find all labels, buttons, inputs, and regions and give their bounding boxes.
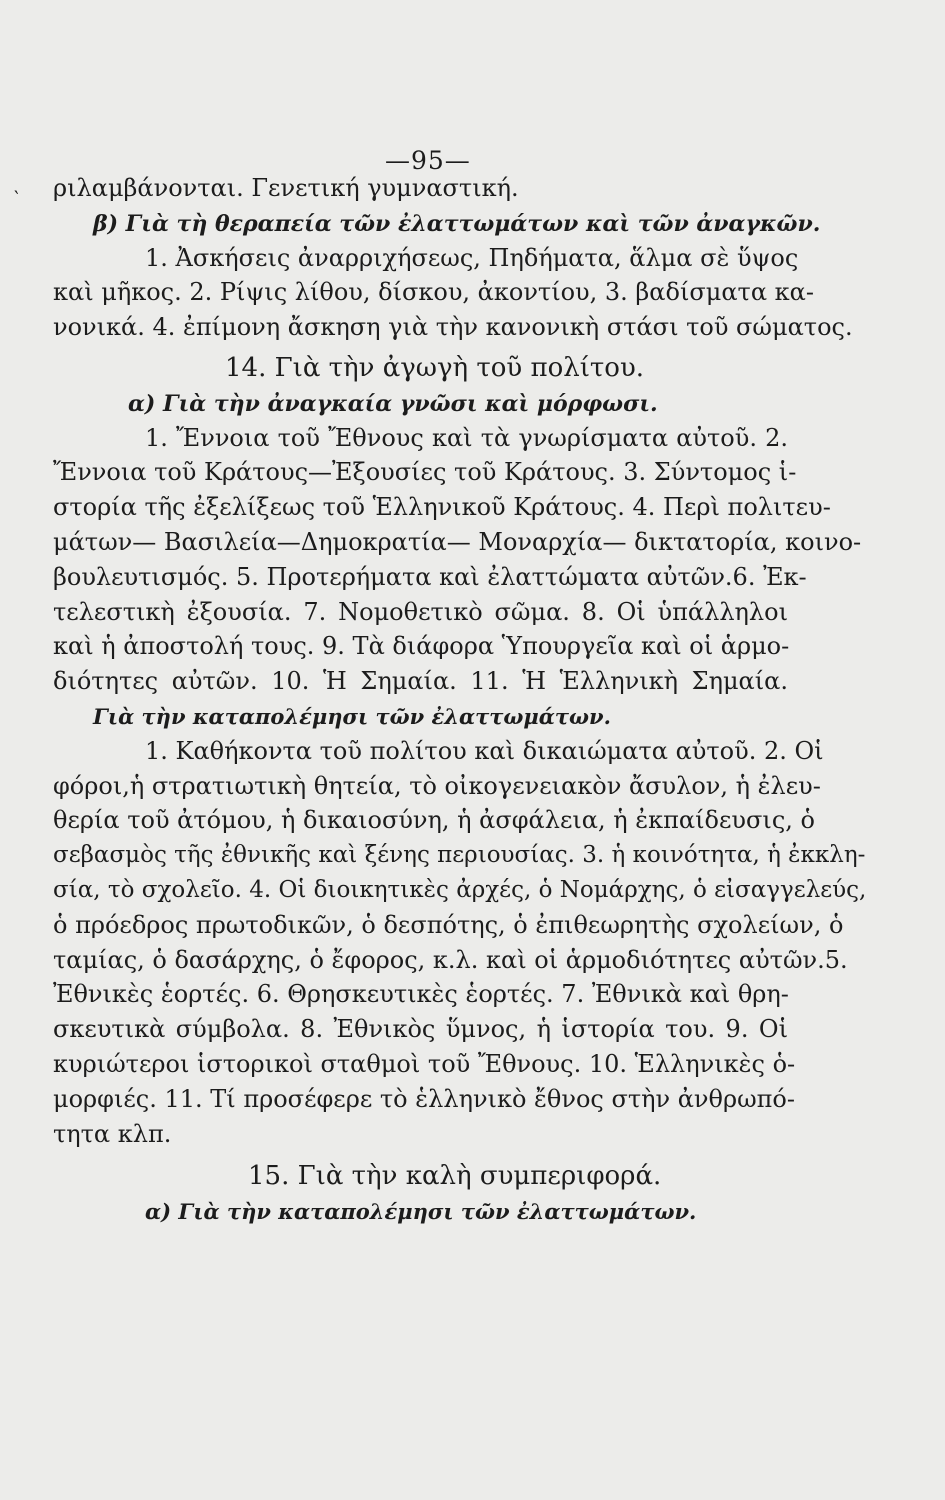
text-line: φόροι,ἡ στρατιωτικὴ θητεία, τὸ οἰκογενειακὸν ἄσυλον, ἡ ἐλευ- xyxy=(53,771,821,800)
text-line: σεβασμὸς τῆς ἐθνικῆς καὶ ξένης περιουσίας. 3. ἡ κοινότητα, ἡ ἐκκλη- xyxy=(53,842,866,869)
text-line: Ἔννοια τοῦ Κράτους—Ἐξουσίες τοῦ Κράτους. 3. Σύντομος ἱ- xyxy=(53,458,797,487)
text-line: τελεστικὴ ἐξουσία. 7. Νομοθετικὸ σῶμα. 8. Οἱ ὑπάλληλοι xyxy=(53,597,788,626)
text-line: καὶ μῆκος. 2. Ρίψις λίθου, δίσκου, ἀκοντίου, 3. βαδίσματα κα- xyxy=(53,278,814,307)
text-line: 1. Ἔννοια τοῦ Ἔθνους καὶ τὰ γνωρίσματα αὐτοῦ. 2. xyxy=(145,423,788,452)
body-text xyxy=(53,171,867,1229)
page-number: —95— xyxy=(385,146,471,175)
text-line: 1. Ἀσκήσεις ἀναρριχήσεως, Πηδήματα, ἅλμα σὲ ὕψος xyxy=(145,243,799,272)
text-line: Ἐθνικὲς ἑορτές. 6. Θρησκευτικὲς ἑορτές. 7. Ἐθνικὰ καὶ θρη- xyxy=(53,980,789,1009)
section-heading: 15. Γιὰ τὴν καλὴ συμπεριφορά. xyxy=(248,1161,662,1192)
text-line: στορία τῆς ἐξελίξεως τοῦ Ἑλληνικοῦ Κράτους. 4. Περὶ πολιτευ- xyxy=(53,493,831,522)
text-line: ριλαμβάνονται. Γενετική γυμναστική. xyxy=(53,174,519,202)
text-line: βουλευτισμός. 5. Προτερήματα καὶ ἐλαττώματα αὐτῶν.6. Ἐκ- xyxy=(53,562,807,591)
text-line: ταμίας, ὁ δασάρχης, ὁ ἔφορος, κ.λ. καὶ οἱ ἁρμοδιότητες αὐτῶν.5. xyxy=(53,945,848,974)
section-subheading: α) Γιὰ τὴν ἀναγκαία γνῶσι καὶ μόρφωσι. xyxy=(128,390,658,417)
section-subheading: β) Γιὰ τὴ θεραπεία τῶν ἐλαττωμάτων καὶ τῶν ἀναγκῶν. xyxy=(93,210,821,237)
margin-mark: ‵ xyxy=(14,186,19,210)
text-line: νονικά. 4. ἐπίμονη ἄσκηση γιὰ τὴν κανονικὴ στάσι τοῦ σώματος. xyxy=(53,313,853,342)
text-line: σκευτικὰ σύμβολα. 8. Ἐθνικὸς ὕμνος, ἡ ἱστορία του. 9. Οἱ xyxy=(53,1015,788,1044)
text-line: μάτων— Βασιλεία—Δημοκρατία— Μοναρχία— δικτατορία, κοινο- xyxy=(53,527,862,556)
section-subheading: Γιὰ τὴν καταπολέμησι τῶν ἐλαττωμάτων. xyxy=(93,703,611,729)
text-line: καὶ ἡ ἀποστολή τους. 9. Τὰ διάφορα Ὑπουργεῖα καὶ οἱ ἁρμο- xyxy=(53,632,790,661)
section-heading: 14. Γιὰ τὴν ἀγωγὴ τοῦ πολίτου. xyxy=(225,352,645,383)
text-line: ὁ πρόεδρος πρωτοδικῶν, ὁ δεσπότης, ὁ ἐπιθεωρητὴς σχολείων, ὁ xyxy=(53,910,844,939)
text-line: τητα κλπ. xyxy=(53,1119,172,1148)
text-line: μορφιές. 11. Τί προσέφερε τὸ ἑλληνικὸ ἔθνος στὴν ἀνθρωπό- xyxy=(53,1084,795,1113)
text-line: κυριώτεροι ἱστορικοὶ σταθμοὶ τοῦ Ἔθνους. 10. Ἑλληνικὲς ὁ- xyxy=(53,1049,796,1078)
section-subheading: α) Γιὰ τὴν καταπολέμησι τῶν ἐλαττωμάτων. xyxy=(145,1199,697,1225)
text-line: διότητες αὐτῶν. 10. Ἡ Σημαία. 11. Ἡ Ἑλληνικὴ Σημαία. xyxy=(53,667,788,696)
text-line: θερία τοῦ ἀτόμου, ἡ δικαιοσύνη, ἡ ἀσφάλεια, ἡ ἐκπαίδευσις, ὁ xyxy=(53,806,815,835)
text-line: σία, τὸ σχολεῖο. 4. Οἱ διοικητικὲς ἀρχές, ὁ Νομάρχης, ὁ εἰσαγγελεύς, xyxy=(53,876,867,903)
text-line: 1. Καθήκοντα τοῦ πολίτου καὶ δικαιώματα αὐτοῦ. 2. Οἱ xyxy=(145,736,824,765)
